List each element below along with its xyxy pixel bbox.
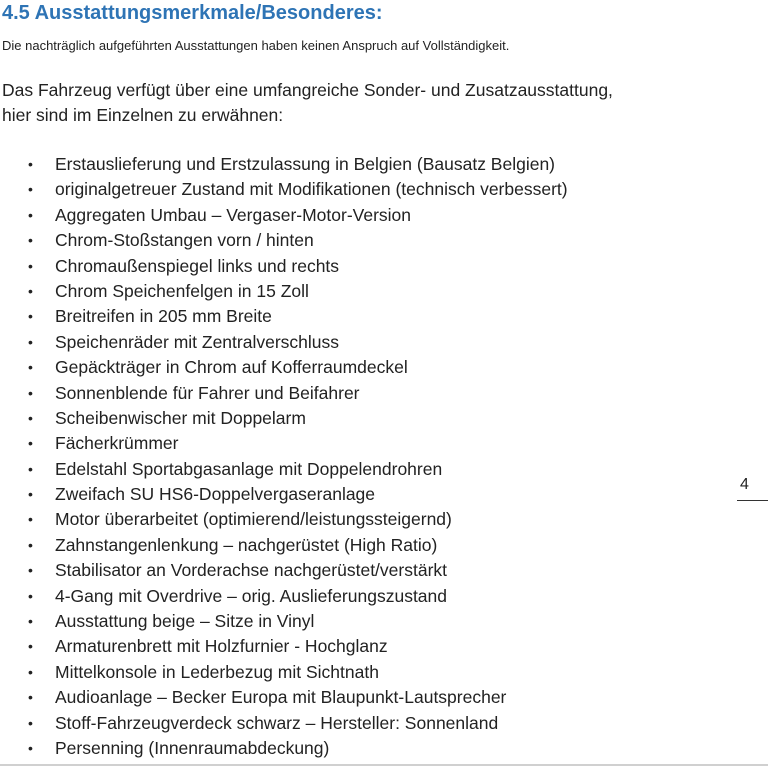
completeness-note: Die nachträglich aufgeführten Ausstattungen haben keinen Anspruch auf Vollständigkeit. <box>2 38 510 53</box>
feature-item <box>0 330 568 355</box>
feature-text: 4-Gang mit Overdrive – orig. Auslieferungszustand <box>55 585 447 606</box>
bullet-icon: • <box>28 308 33 325</box>
feature-text: Chromaußenspiegel links und rechts <box>55 255 340 276</box>
bullet-icon: • <box>28 257 33 274</box>
bullet-icon: • <box>28 384 33 401</box>
feature-text: Stabilisator an Vorderachse nachgerüstet/verstärkt <box>55 560 448 581</box>
feature-item <box>0 406 568 431</box>
feature-text: Stoff-Fahrzeugverdeck schwarz – Hersteller: Sonnenland <box>55 712 499 733</box>
feature-item <box>0 304 568 329</box>
bullet-icon: • <box>28 232 33 249</box>
bullet-icon: • <box>28 638 33 655</box>
bullet-icon: • <box>28 587 33 604</box>
feature-text: Gepäckträger in Chrom auf Kofferraumdeckel <box>55 357 408 378</box>
feature-text: Chrom Speichenfelgen in 15 Zoll <box>55 280 309 301</box>
feature-item <box>0 533 568 558</box>
section-heading: 4.5 Ausstattungsmerkmale/Besonderes: <box>2 2 383 24</box>
feature-item <box>0 254 568 279</box>
feature-text: originalgetreuer Zustand mit Modifikationen (technisch verbessert) <box>55 179 568 200</box>
feature-text: Fächerkrümmer <box>55 433 179 454</box>
bottom-divider <box>0 764 768 766</box>
intro-line-1: Das Fahrzeug verfügt über eine umfangreiche Sonder- und Zusatzausstattung, <box>2 80 613 100</box>
feature-item <box>0 228 568 253</box>
bullet-icon: • <box>28 206 33 223</box>
bullet-icon: • <box>28 435 33 452</box>
feature-text: Breitreifen in 205 mm Breite <box>55 306 272 327</box>
feature-item <box>0 457 568 482</box>
feature-item <box>0 634 568 659</box>
feature-item <box>0 711 568 736</box>
feature-text: Scheibenwischer mit Doppelarm <box>55 407 306 428</box>
feature-item <box>0 584 568 609</box>
feature-text: Edelstahl Sportabgasanlage mit Doppelendrohren <box>55 458 443 479</box>
bullet-icon: • <box>28 333 33 350</box>
bullet-icon: • <box>28 562 33 579</box>
feature-item <box>0 279 568 304</box>
feature-text: Zweifach SU HS6-Doppelvergaseranlage <box>55 484 376 505</box>
feature-item <box>0 482 568 507</box>
bullet-icon: • <box>28 156 33 172</box>
bullet-icon: • <box>28 181 33 198</box>
feature-text: Erstauslieferung und Erstzulassung in Belgien (Bausatz Belgien) <box>55 154 556 174</box>
feature-text: Speichenräder mit Zentralverschluss <box>55 331 340 352</box>
feature-item <box>0 431 568 456</box>
bullet-icon: • <box>28 486 33 503</box>
page-number-rule <box>737 500 768 501</box>
feature-text: Motor überarbeitet (optimierend/leistungssteigernd) <box>55 509 452 530</box>
bullet-icon: • <box>28 359 33 376</box>
bullet-icon: • <box>28 460 33 477</box>
intro-line-2: hier sind im Einzelnen zu erwähnen: <box>2 105 284 125</box>
feature-item <box>0 203 568 228</box>
bullet-icon: • <box>28 409 33 426</box>
bullet-icon: • <box>28 689 33 706</box>
feature-item <box>0 660 568 685</box>
bullet-icon: • <box>28 613 33 630</box>
feature-text: Zahnstangenlenkung – nachgerüstet (High Ratio) <box>55 534 438 555</box>
bullet-icon: • <box>28 739 33 756</box>
feature-item <box>0 609 568 634</box>
feature-item <box>0 177 568 202</box>
feature-text: Ausstattung beige – Sitze in Vinyl <box>55 611 315 632</box>
bullet-icon: • <box>28 714 33 731</box>
bullet-icon: • <box>28 536 33 553</box>
bullet-icon: • <box>28 511 33 528</box>
feature-text: Aggregaten Umbau – Vergaser-Motor-Version <box>55 204 412 225</box>
feature-text: Chrom-Stoßstangen vorn / hinten <box>55 230 314 251</box>
feature-text: Armaturenbrett mit Holzfurnier - Hochglanz <box>55 636 388 657</box>
bullet-icon: • <box>28 663 33 680</box>
feature-text: Sonnenblende für Fahrer und Beifahrer <box>55 382 360 403</box>
feature-item <box>0 558 568 583</box>
feature-text: Audioanlage – Becker Europa mit Blaupunkt-Lautsprecher <box>55 687 507 708</box>
intro-paragraph <box>2 78 613 128</box>
feature-item <box>0 507 568 532</box>
feature-text: Mittelkonsole in Lederbezug mit Sichtnath <box>55 661 379 682</box>
feature-item <box>0 736 568 761</box>
feature-item <box>0 685 568 710</box>
bullet-icon: • <box>28 282 33 299</box>
feature-text: Persenning (Innenraumabdeckung) <box>55 737 330 758</box>
feature-item <box>0 152 568 177</box>
feature-item <box>0 381 568 406</box>
page-number: 4 <box>740 476 749 493</box>
feature-item <box>0 355 568 380</box>
feature-list <box>0 152 568 761</box>
